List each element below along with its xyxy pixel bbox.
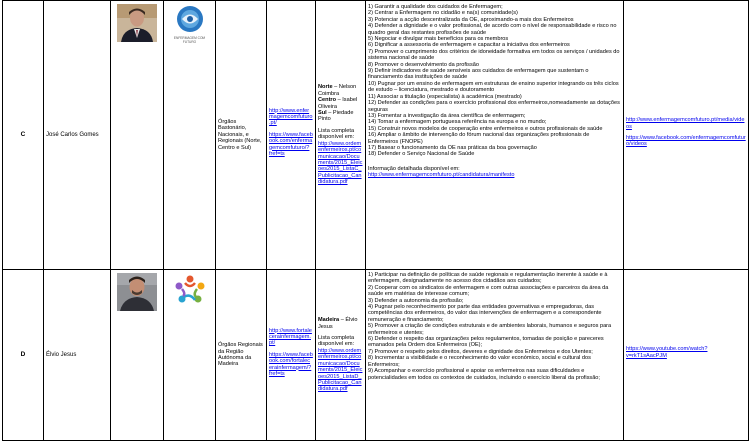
people-circle-logo-icon [173, 273, 207, 307]
campaign-logo-cell [164, 270, 216, 441]
candidate-photo [117, 273, 157, 311]
list-item: 8) Incrementar a visibilidade e o reconhecimento do valor económico, social e cultural dos Enfermeiros; [368, 355, 591, 368]
region-entry: Centro – Isabel Oliveira [318, 97, 358, 110]
candidates-table-frame [2, 0, 748, 430]
list-item: 7) Promover o respeito pelos direitos, deveres e dignidade dos Enfermeiros e dos Utentes; [368, 348, 593, 355]
list-item: 2) Cooperar com os sindicatos de enfermagem e com outras associações e parceiros da área da saúde em matérias de interesse comum; [368, 284, 609, 298]
list-item: 3) Potenciar a acção descentralizada da OE, aproximando-a mais dos Enfermeiros [368, 16, 574, 23]
candidate-name: José Carlos Gomes [44, 1, 111, 270]
facebook-link[interactable]: https://www.facebook.com/enfermagemcomfuturo/?fref=ts [269, 131, 313, 158]
candidate-photo [117, 4, 157, 42]
program-cell [366, 270, 624, 441]
list-letter: C [3, 1, 44, 270]
table-row [3, 270, 749, 441]
manifesto-link[interactable]: http://www.enfermagemcomfuturo.pt/candidatura/manifesto [368, 172, 515, 179]
list-item: 14) Tornar a enfermagem portuguesa referência na europa e no mundo; [368, 119, 547, 126]
regions-cell [316, 1, 366, 270]
media-cell [624, 1, 749, 270]
region-entry: Madeira – Élvio Jesus [318, 317, 358, 330]
list-item: 5) Negociar e divulgar mais benefícios para os membros [368, 36, 509, 43]
youtube-link[interactable]: https://www.youtube.com/watch?v=rkT1sAacPJM [626, 346, 708, 359]
campaign-site-link[interactable]: http://www.enfermagemcomfuturo.pt/ [269, 107, 313, 127]
list-item: 3) Defender a autonomia da profissão; [368, 297, 464, 304]
candidates-table [2, 0, 749, 441]
list-item: 13) Fomentar a investigação da área científica de enfermagem; [368, 112, 526, 119]
facebook-videos-link[interactable]: https://www.facebook.com/enfermagemcomfuturo/videos [626, 135, 746, 148]
program-list [368, 4, 621, 158]
bodies-cell: Órgãos Regionais da Região Autónoma da Madeira [216, 270, 267, 441]
list-item: 5) Promover a criação de condições estruturais e de ambientes laborais, humanos e seguros para enfermeiros e utentes; [368, 323, 612, 336]
list-item: 7) Promover o cumprimento dos critérios de idoneidade formativa em todos os serviços / unidades do sistema nacional de saúde [368, 48, 620, 62]
candidate-name: Élvio Jesus [44, 270, 111, 441]
region-entry: Norte – Nelson Coimbra [318, 84, 357, 97]
links-cell [267, 270, 316, 441]
list-intro: Lista completa disponível em: [318, 335, 355, 348]
more-info-label: Informação detalhada disponível em: [368, 165, 460, 172]
links-cell [267, 1, 316, 270]
facebook-link[interactable]: https://www.facebook.com/fortalecerainfermagem/?fref=ts [269, 351, 313, 378]
candidate-photo-cell [111, 270, 164, 441]
list-intro: Lista completa disponível em: [318, 127, 355, 141]
program-cell [366, 1, 624, 270]
program-list [368, 272, 621, 381]
list-item: 4) Pugnar pelo reconhecimento por parte das entidades governativas e empregadoras, das competências dos enfermeiros, do valor das intervenções de enfermagem e a correspondente remuneração e financiamento; [368, 304, 602, 323]
campaign-logo-cell [164, 1, 216, 270]
list-item: 1) Garantir a qualidade dos cuidados de Enfermagem; [368, 4, 503, 10]
list-item: 8) Promover o desenvolvimento da profissão [368, 61, 479, 68]
list-item: 15) Construir novos modelos de cooperação entre enfermeiros e outros profissionais de saúde [368, 125, 603, 132]
region-entry: Sul – Piedade Pinto [318, 110, 354, 123]
list-item: 11) Associar a titulação (especialista) à académica (mestrado) [368, 93, 522, 100]
table-row [3, 1, 749, 270]
campaign-site-link[interactable]: http://www.fortalecerainfermagem.pt/ [269, 327, 312, 347]
list-item: 2) Centrar a Enfermagem no cidadão e na(s) comunidade(s) [368, 10, 518, 17]
regions-cell [316, 270, 366, 441]
list-item: 1) Participar na definição de políticas de saúde regionais e regulamentação inerente à saúde e à enfermagem, designadamente no acesso dos cidadãos aos cuidados; [368, 272, 608, 285]
candidate-photo-cell [111, 1, 164, 270]
list-item: 16) Ampliar o âmbito de intervenção do fórum nacional das organizações profissionais de Enfermeiros (FNOPE) [368, 132, 590, 145]
list-item: 17) Basear o funcionamento da OE nas práticas da boa governação [368, 144, 537, 151]
list-item: 9) Acompanhar o exercício profissional e apoiar os enfermeiros nas suas dificuldades e potencialidades em todos os contextos de cuidados, incluindo o exercício liberal da profissão; [368, 368, 600, 381]
list-item: 18) Defender o Serviço Nacional de Saúde [368, 151, 475, 158]
list-item: 12) Defender as condições para o exercício profissional dos enfermeiros,nomeadamente as dotações seguras [368, 100, 620, 113]
list-letter: D [3, 270, 44, 441]
list-item: 6) Dignificar a assessoria de enfermagem e capacitar a iniciativa dos enfermeiros [368, 42, 570, 49]
list-item: 4) Defender a dignidade e o valor profissional, de acordo com o nível de responsabilidade e risco no quadro geral das restantes profissões de saúde [368, 23, 617, 36]
list-item: 6) Defender o respeito das organizações pelos regulamentos, tomadas de posição e pareceres emanados pela Ordem dos Enfermeiros (OE); [368, 336, 604, 349]
globe-logo-icon [175, 4, 205, 34]
full-list-link[interactable]: http://www.ordemenfermeiros.pt/comunicacao/Documents/2015_Eleicoes2015_ListaC_Publicitacao_Candidatura.pdf [318, 140, 363, 186]
bodies-cell: Órgãos Bastonário, Nacionais, e Regionais (Norte, Centro e Sul) [216, 1, 267, 270]
list-item: 9) Definir indicadores de saúde sensíveis aos cuidados de enfermagem que sustentam o financiamento das instituições de saúde [368, 68, 589, 81]
videos-link[interactable]: http://www.enfermagemcomfuturo.pt/media/videos [626, 117, 745, 130]
logo-caption: ENFERMAGEM COM FUTURO [173, 36, 206, 45]
media-cell [624, 270, 749, 441]
list-item: 10) Pugnar por um ensino de enfermagem em estruturas de ensino superior integrando os três ciclos de estudo – licenciatura, mestrado e doutoramento [368, 80, 619, 94]
full-list-link[interactable]: http://www.ordemenfermeiros.pt/comunicacao/Documents/2015_Eleicoes2015_ListaD_Publicitacao_Candidatura.pdf [318, 347, 363, 393]
